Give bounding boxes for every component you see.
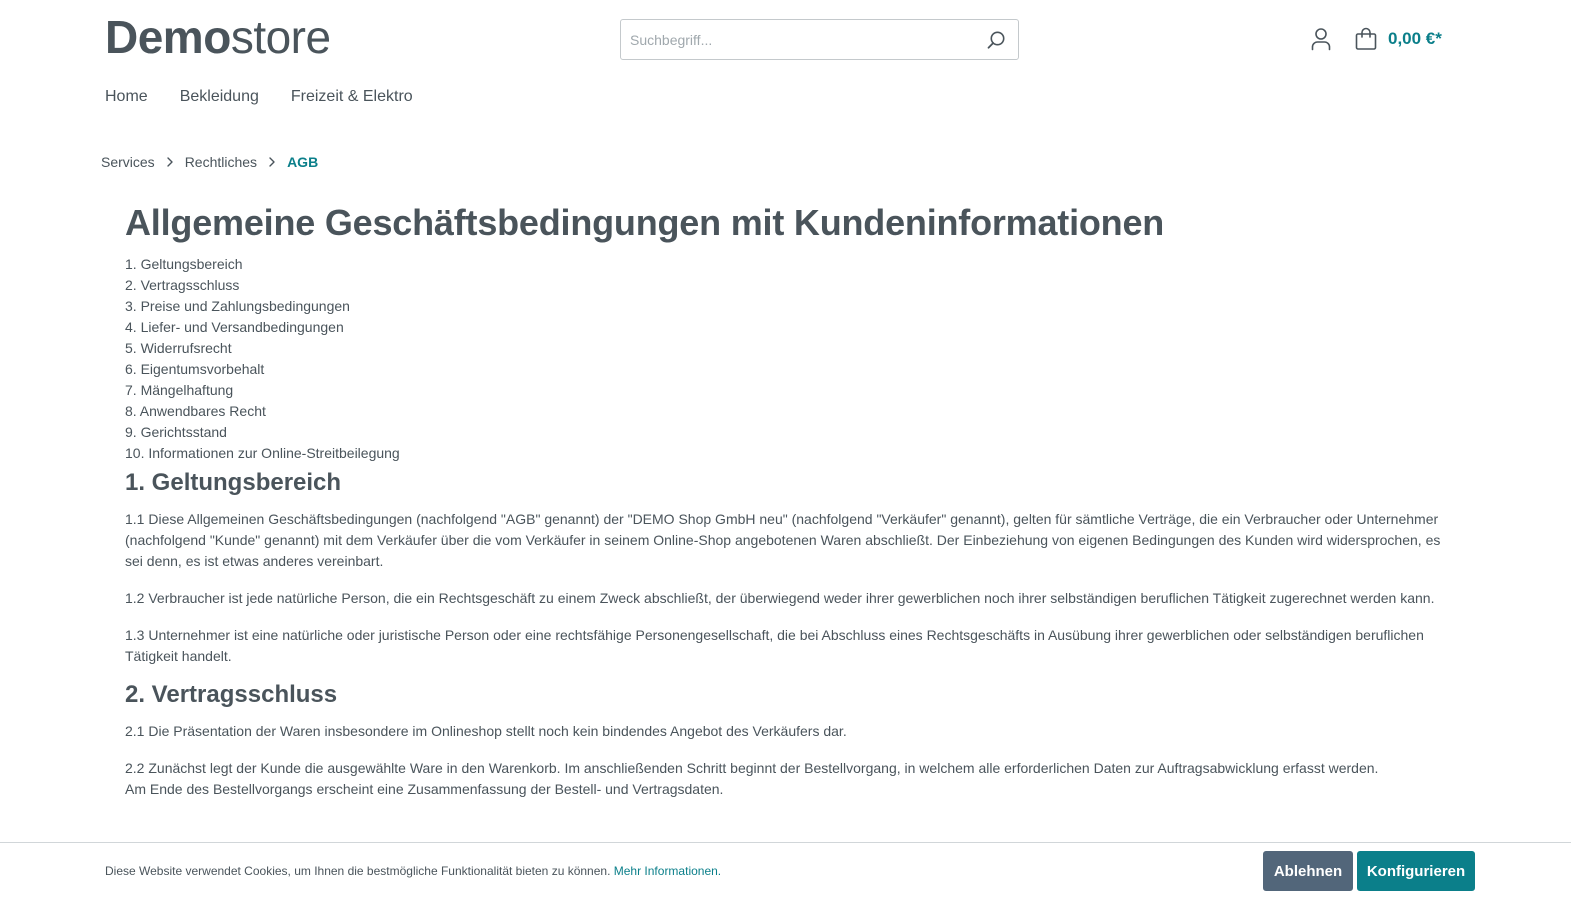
toc-item: 2. Vertragsschluss [125, 277, 240, 293]
cookie-more-info-link[interactable]: Mehr Informationen. [613, 864, 722, 878]
section-paragraph: Am Ende des Bestellvorgangs erscheint eine Zusammenfassung der Bestell- und Vertragsdaten. [125, 781, 724, 797]
section-heading: 1. Geltungsbereich [125, 469, 342, 496]
cart-button[interactable] [1354, 24, 1442, 54]
site-header [0, 0, 1571, 80]
search-button[interactable] [974, 20, 1018, 59]
toc-item: 9. Gerichtsstand [125, 424, 227, 440]
nav-item-home[interactable]: Home [105, 88, 148, 105]
search-input[interactable] [621, 20, 976, 59]
toc-item: 10. Informationen zur Online-Streitbeilegung [125, 445, 400, 461]
search-form [620, 19, 1019, 60]
section-paragraph: 2.1 Die Präsentation der Waren insbesondere im Onlineshop stellt noch kein bindendes Angebot des Verkäufers dar. [125, 723, 847, 739]
toc-item: 5. Widerrufsrecht [125, 340, 232, 356]
page-title: Allgemeine Geschäftsbedingungen mit Kundeninformationen [125, 202, 1165, 243]
logo-bold-text: Demo [105, 11, 231, 63]
cookie-banner [0, 842, 1571, 901]
cookie-text: Diese Website verwendet Cookies, um Ihnen die bestmögliche Funktionalität bieten zu können. [105, 864, 611, 878]
logo-light-text: store [230, 11, 331, 63]
toc-item: 8. Anwendbares Recht [125, 403, 266, 419]
chevron-right-icon [257, 157, 287, 167]
toc-item: 4. Liefer- und Versandbedingungen [125, 319, 344, 335]
toc-item: 7. Mängelhaftung [125, 382, 234, 398]
chevron-right-icon [155, 157, 185, 167]
table-of-contents [125, 254, 1445, 464]
toc-item: 1. Geltungsbereich [125, 256, 243, 272]
section-paragraph: 1.2 Verbraucher ist jede natürliche Person, die ein Rechtsgeschäft zu einem Zweck abschließt, der überwiegend weder ihrer gewerblichen noch ihrer selbständigen beruflichen Tätigkeit zugerechnet werden kann. [125, 590, 1435, 606]
section-paragraph: 1.1 Diese Allgemeinen Geschäftsbedingungen (nachfolgend "AGB" genannt) der "DEMO Shop GmbH neu" (nachfolgend "Verkäufer" genannt), gelten für sämtliche Verträge, die ein Verbraucher oder Unternehmer (nachfolgend "Kunde" genannt) mit dem Verkäufer über die vom Verkäufer in seinem Online-Shop angebotenen Waren abschließt. Der Einbeziehung von eigenen Bedingungen des Kunden wird widersprochen, es sei denn, es ist etwas anderes vereinbart. [125, 511, 1441, 569]
section-paragraph: 2.2 Zunächst legt der Kunde die ausgewählte Ware in den Warenkorb. Im anschließenden Schritt beginnt der Bestellvorgang, in welchem alle erforderlichen Daten zur Auftragsabwicklung erfasst werden. [125, 760, 1379, 776]
toc-item: 6. Eigentumsvorbehalt [125, 361, 265, 377]
section-paragraph: 1.3 Unternehmer ist eine natürliche oder juristische Person oder eine rechtsfähige Personengesellschaft, die bei Abschluss eines Rechtsgeschäfts in Ausübung ihrer gewerblichen oder selbständigen beruflichen Tätigkeit handelt. [125, 627, 1424, 664]
store-logo[interactable] [105, 12, 331, 62]
nav-item-bekleidung[interactable]: Bekleidung [179, 88, 259, 105]
section-heading: 2. Vertragsschluss [125, 681, 338, 708]
page-content [125, 200, 1445, 800]
configure-cookies-button[interactable]: Konfigurieren [1357, 851, 1475, 891]
breadcrumb-agb[interactable]: AGB [287, 154, 319, 170]
user-icon [1310, 27, 1332, 51]
account-button[interactable] [1306, 24, 1336, 54]
main-navigation [105, 86, 445, 108]
toc-item: 3. Preise und Zahlungsbedingungen [125, 298, 350, 314]
cart-total: 0,00 €* [1388, 29, 1442, 48]
cookie-notice [105, 863, 721, 879]
decline-cookies-button[interactable]: Ablehnen [1263, 851, 1353, 891]
search-icon [986, 30, 1006, 50]
shopping-bag-icon [1354, 27, 1378, 51]
breadcrumb-services[interactable]: Services [101, 154, 155, 170]
breadcrumb [101, 154, 318, 170]
breadcrumb-rechtliches[interactable]: Rechtliches [184, 154, 258, 170]
nav-item-freizeit-elektro[interactable]: Freizeit & Elektro [290, 88, 413, 105]
